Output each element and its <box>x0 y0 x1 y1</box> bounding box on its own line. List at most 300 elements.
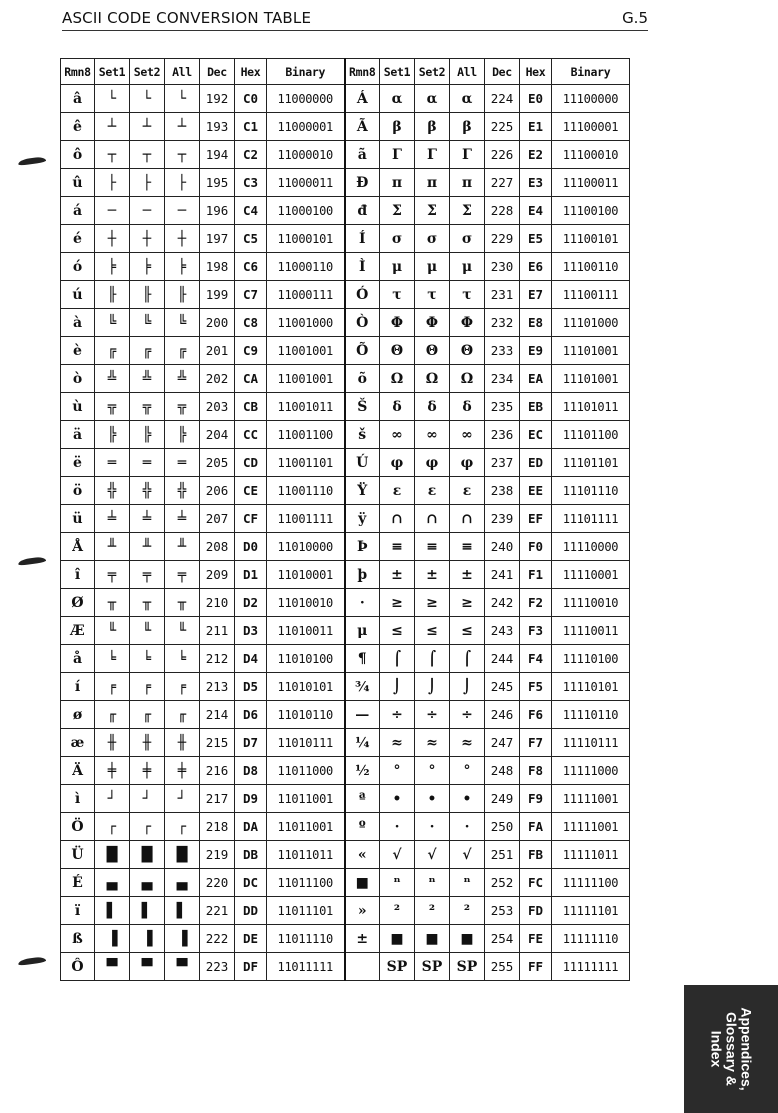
cell-rmn8: å <box>61 645 95 673</box>
cell-set2: ┌ <box>130 813 165 841</box>
binding-mark <box>18 156 47 166</box>
cell-binary: 11000110 <box>267 253 345 281</box>
table-row <box>61 449 630 477</box>
column-header-binary: Binary <box>267 59 345 85</box>
cell-set1: ≤ <box>380 617 415 645</box>
cell-all: ▄ <box>165 869 200 897</box>
cell-hex: CB <box>235 393 267 421</box>
cell-hex: EA <box>520 365 552 393</box>
cell-rmn8: Å <box>61 533 95 561</box>
cell-all: ┼ <box>165 225 200 253</box>
cell-set2: Φ <box>415 309 450 337</box>
cell-binary: 11101100 <box>552 421 630 449</box>
cell-hex: E4 <box>520 197 552 225</box>
cell-set1: ╘ <box>95 645 130 673</box>
cell-set2: Σ <box>415 197 450 225</box>
cell-binary: 11100000 <box>552 85 630 113</box>
cell-dec: 232 <box>485 309 520 337</box>
cell-dec: 216 <box>200 757 235 785</box>
cell-set1: ╞ <box>95 253 130 281</box>
cell-rmn8: º <box>345 813 380 841</box>
cell-dec: 231 <box>485 281 520 309</box>
cell-set2: ² <box>415 897 450 925</box>
cell-set1: ╤ <box>95 561 130 589</box>
cell-rmn8: ± <box>345 925 380 953</box>
cell-binary: 11100111 <box>552 281 630 309</box>
section-tab[interactable] <box>684 985 778 1113</box>
cell-all: ⁿ <box>450 869 485 897</box>
cell-binary: 11100010 <box>552 141 630 169</box>
cell-dec: 246 <box>485 701 520 729</box>
cell-set2: π <box>415 169 450 197</box>
cell-all: ┬ <box>165 141 200 169</box>
cell-binary: 11110101 <box>552 673 630 701</box>
cell-rmn8: ÿ <box>345 505 380 533</box>
cell-set2: ╒ <box>130 673 165 701</box>
cell-hex: D2 <box>235 589 267 617</box>
table-row <box>61 253 630 281</box>
cell-binary: 11011000 <box>267 757 345 785</box>
cell-dec: 224 <box>485 85 520 113</box>
cell-all: τ <box>450 281 485 309</box>
cell-set2: ╚ <box>130 309 165 337</box>
cell-dec: 202 <box>200 365 235 393</box>
cell-set1: ▌ <box>95 897 130 925</box>
cell-hex: F9 <box>520 785 552 813</box>
cell-all: ⌠ <box>450 645 485 673</box>
cell-set2: ≈ <box>415 729 450 757</box>
cell-rmn8: é <box>61 225 95 253</box>
cell-dec: 219 <box>200 841 235 869</box>
cell-all: · <box>450 813 485 841</box>
cell-set2: ╔ <box>130 337 165 365</box>
cell-dec: 223 <box>200 953 235 981</box>
cell-all: ╤ <box>165 561 200 589</box>
cell-rmn8: ■ <box>345 869 380 897</box>
table-row <box>61 617 630 645</box>
cell-set1: ═ <box>95 449 130 477</box>
cell-rmn8: Ô <box>61 953 95 981</box>
cell-binary: 11100001 <box>552 113 630 141</box>
cell-binary: 11111001 <box>552 785 630 813</box>
cell-dec: 235 <box>485 393 520 421</box>
cell-set1: ╦ <box>95 393 130 421</box>
cell-binary: 11111111 <box>552 953 630 981</box>
table-row <box>61 785 630 813</box>
cell-set1: └ <box>95 85 130 113</box>
cell-binary: 11110111 <box>552 729 630 757</box>
cell-dec: 203 <box>200 393 235 421</box>
cell-rmn8: Ó <box>345 281 380 309</box>
cell-all: SP <box>450 953 485 981</box>
column-header-all: All <box>450 59 485 85</box>
cell-set1: ≡ <box>380 533 415 561</box>
cell-all: ≡ <box>450 533 485 561</box>
cell-set1: ⌡ <box>380 673 415 701</box>
cell-rmn8: Ú <box>345 449 380 477</box>
cell-dec: 197 <box>200 225 235 253</box>
cell-binary: 11011101 <box>267 897 345 925</box>
cell-rmn8: š <box>345 421 380 449</box>
cell-set2: δ <box>415 393 450 421</box>
cell-binary: 11100100 <box>552 197 630 225</box>
cell-all: ■ <box>450 925 485 953</box>
cell-all: β <box>450 113 485 141</box>
cell-set1: ╓ <box>95 701 130 729</box>
cell-binary: 11101101 <box>552 449 630 477</box>
cell-rmn8: Ð <box>345 169 380 197</box>
cell-dec: 220 <box>200 869 235 897</box>
cell-hex: CA <box>235 365 267 393</box>
cell-rmn8 <box>345 953 380 981</box>
cell-binary: 11000100 <box>267 197 345 225</box>
cell-binary: 11001101 <box>267 449 345 477</box>
cell-binary: 11010100 <box>267 645 345 673</box>
cell-set1: ╧ <box>95 505 130 533</box>
cell-hex: F2 <box>520 589 552 617</box>
cell-all: α <box>450 85 485 113</box>
cell-set1: ⌠ <box>380 645 415 673</box>
cell-rmn8: É <box>61 869 95 897</box>
cell-set2: ≥ <box>415 589 450 617</box>
cell-hex: C8 <box>235 309 267 337</box>
cell-all: ∩ <box>450 505 485 533</box>
cell-all: ╙ <box>165 617 200 645</box>
cell-hex: C5 <box>235 225 267 253</box>
cell-dec: 244 <box>485 645 520 673</box>
cell-set1: φ <box>380 449 415 477</box>
cell-set1: ╠ <box>95 421 130 449</box>
cell-hex: EF <box>520 505 552 533</box>
table-row <box>61 337 630 365</box>
cell-set1: ∞ <box>380 421 415 449</box>
cell-rmn8: ò <box>61 365 95 393</box>
column-header-set1: Set1 <box>95 59 130 85</box>
cell-set1: ▀ <box>95 953 130 981</box>
cell-set2: └ <box>130 85 165 113</box>
cell-binary: 11000111 <box>267 281 345 309</box>
cell-set2: ─ <box>130 197 165 225</box>
cell-rmn8: · <box>345 589 380 617</box>
table-row <box>61 897 630 925</box>
cell-set2: ╞ <box>130 253 165 281</box>
table-row <box>61 365 630 393</box>
column-header-set2: Set2 <box>130 59 165 85</box>
cell-dec: 215 <box>200 729 235 757</box>
cell-set2: ▌ <box>130 897 165 925</box>
cell-all: √ <box>450 841 485 869</box>
cell-all: ╞ <box>165 253 200 281</box>
cell-hex: E3 <box>520 169 552 197</box>
cell-binary: 11010000 <box>267 533 345 561</box>
cell-dec: 251 <box>485 841 520 869</box>
cell-hex: FE <box>520 925 552 953</box>
cell-hex: E5 <box>520 225 552 253</box>
cell-binary: 11000000 <box>267 85 345 113</box>
cell-rmn8: ß <box>61 925 95 953</box>
cell-all: ╒ <box>165 673 200 701</box>
cell-binary: 11001000 <box>267 309 345 337</box>
cell-hex: F7 <box>520 729 552 757</box>
cell-binary: 11001011 <box>267 393 345 421</box>
cell-rmn8: Í <box>345 225 380 253</box>
cell-all: ± <box>450 561 485 589</box>
table-row <box>61 589 630 617</box>
cell-set2: · <box>415 813 450 841</box>
column-header-all: All <box>165 59 200 85</box>
table-row <box>61 813 630 841</box>
cell-set2: ▐ <box>130 925 165 953</box>
cell-hex: D0 <box>235 533 267 561</box>
cell-rmn8: æ <box>61 729 95 757</box>
cell-hex: F6 <box>520 701 552 729</box>
cell-rmn8: μ <box>345 617 380 645</box>
cell-set1: σ <box>380 225 415 253</box>
cell-rmn8: Ü <box>61 841 95 869</box>
cell-set2: ⌠ <box>415 645 450 673</box>
cell-dec: 254 <box>485 925 520 953</box>
cell-rmn8: Ö <box>61 813 95 841</box>
table-row <box>61 421 630 449</box>
cell-set1: Φ <box>380 309 415 337</box>
cell-set1: μ <box>380 253 415 281</box>
table-row <box>61 197 630 225</box>
cell-dec: 210 <box>200 589 235 617</box>
cell-set1: ± <box>380 561 415 589</box>
cell-set2: ╘ <box>130 645 165 673</box>
cell-binary: 11011011 <box>267 841 345 869</box>
table-row <box>61 869 630 897</box>
cell-hex: ED <box>520 449 552 477</box>
cell-all: Θ <box>450 337 485 365</box>
cell-set2: Ω <box>415 365 450 393</box>
cell-set1: ■ <box>380 925 415 953</box>
cell-binary: 11101001 <box>552 337 630 365</box>
cell-rmn8: Æ <box>61 617 95 645</box>
cell-rmn8: Š <box>345 393 380 421</box>
cell-binary: 11001001 <box>267 365 345 393</box>
cell-set2: ≡ <box>415 533 450 561</box>
cell-set1: ├ <box>95 169 130 197</box>
cell-set2: ╨ <box>130 533 165 561</box>
cell-hex: C1 <box>235 113 267 141</box>
cell-set1: δ <box>380 393 415 421</box>
cell-set2: ▀ <box>130 953 165 981</box>
cell-all: ╨ <box>165 533 200 561</box>
cell-rmn8: Þ <box>345 533 380 561</box>
cell-binary: 11111100 <box>552 869 630 897</box>
cell-rmn8: õ <box>345 365 380 393</box>
cell-all: φ <box>450 449 485 477</box>
cell-rmn8: ú <box>61 281 95 309</box>
cell-set2: ═ <box>130 449 165 477</box>
cell-all: ╩ <box>165 365 200 393</box>
cell-dec: 238 <box>485 477 520 505</box>
cell-binary: 11000001 <box>267 113 345 141</box>
cell-rmn8: Ø <box>61 589 95 617</box>
cell-all: ⌡ <box>450 673 485 701</box>
cell-set1: α <box>380 85 415 113</box>
cell-rmn8: Õ <box>345 337 380 365</box>
cell-all: ≤ <box>450 617 485 645</box>
cell-hex: F3 <box>520 617 552 645</box>
cell-set2: φ <box>415 449 450 477</box>
cell-rmn8: Ä <box>61 757 95 785</box>
cell-hex: F5 <box>520 673 552 701</box>
cell-set2: √ <box>415 841 450 869</box>
cell-all: ─ <box>165 197 200 225</box>
cell-dec: 248 <box>485 757 520 785</box>
cell-dec: 239 <box>485 505 520 533</box>
cell-dec: 247 <box>485 729 520 757</box>
cell-all: ╔ <box>165 337 200 365</box>
cell-set2: ≤ <box>415 617 450 645</box>
cell-binary: 11001111 <box>267 505 345 533</box>
cell-set1: ╟ <box>95 281 130 309</box>
cell-hex: D1 <box>235 561 267 589</box>
cell-set1: ╪ <box>95 757 130 785</box>
cell-hex: DB <box>235 841 267 869</box>
cell-all: ╧ <box>165 505 200 533</box>
section-tab-label: Appendices, Glossary & Index <box>708 1007 755 1091</box>
cell-set2: ± <box>415 561 450 589</box>
cell-rmn8: ï <box>61 897 95 925</box>
cell-set1: ╒ <box>95 673 130 701</box>
cell-hex: D5 <box>235 673 267 701</box>
cell-rmn8: í <box>61 673 95 701</box>
cell-all: █ <box>165 841 200 869</box>
table-row <box>61 533 630 561</box>
cell-binary: 11100110 <box>552 253 630 281</box>
cell-dec: 214 <box>200 701 235 729</box>
cell-hex: E2 <box>520 141 552 169</box>
page-header <box>62 8 648 31</box>
table-row <box>61 561 630 589</box>
cell-all: Φ <box>450 309 485 337</box>
cell-hex: C2 <box>235 141 267 169</box>
cell-rmn8: þ <box>345 561 380 589</box>
cell-binary: 11010011 <box>267 617 345 645</box>
cell-dec: 242 <box>485 589 520 617</box>
cell-hex: E9 <box>520 337 552 365</box>
cell-hex: CD <box>235 449 267 477</box>
cell-hex: D4 <box>235 645 267 673</box>
table-row <box>61 141 630 169</box>
cell-binary: 11011001 <box>267 785 345 813</box>
cell-rmn8: » <box>345 897 380 925</box>
cell-rmn8: « <box>345 841 380 869</box>
cell-hex: E0 <box>520 85 552 113</box>
cell-all: ┴ <box>165 113 200 141</box>
cell-set1: β <box>380 113 415 141</box>
cell-dec: 252 <box>485 869 520 897</box>
cell-binary: 11110011 <box>552 617 630 645</box>
cell-set2: ■ <box>415 925 450 953</box>
cell-dec: 236 <box>485 421 520 449</box>
column-header-rmn8: Rmn8 <box>345 59 380 85</box>
cell-set2: • <box>415 785 450 813</box>
table-row <box>61 169 630 197</box>
cell-set2: ╪ <box>130 757 165 785</box>
cell-set1: ╚ <box>95 309 130 337</box>
cell-hex: F1 <box>520 561 552 589</box>
cell-dec: 206 <box>200 477 235 505</box>
cell-set1: · <box>380 813 415 841</box>
cell-rmn8: ã <box>345 141 380 169</box>
cell-binary: 11001110 <box>267 477 345 505</box>
cell-set1: Ω <box>380 365 415 393</box>
cell-dec: 212 <box>200 645 235 673</box>
cell-rmn8: ê <box>61 113 95 141</box>
cell-all: ▀ <box>165 953 200 981</box>
cell-rmn8: ½ <box>345 757 380 785</box>
cell-dec: 205 <box>200 449 235 477</box>
cell-hex: DE <box>235 925 267 953</box>
cell-rmn8: ü <box>61 505 95 533</box>
cell-set2: α <box>415 85 450 113</box>
cell-set2: ┬ <box>130 141 165 169</box>
cell-set1: ─ <box>95 197 130 225</box>
cell-binary: 11000010 <box>267 141 345 169</box>
cell-all: Γ <box>450 141 485 169</box>
cell-rmn8: ä <box>61 421 95 449</box>
cell-rmn8: ì <box>61 785 95 813</box>
cell-binary: 11100011 <box>552 169 630 197</box>
cell-binary: 11010110 <box>267 701 345 729</box>
cell-all: ∞ <box>450 421 485 449</box>
column-header-hex: Hex <box>520 59 552 85</box>
cell-all: δ <box>450 393 485 421</box>
cell-hex: CF <box>235 505 267 533</box>
cell-binary: 11001001 <box>267 337 345 365</box>
cell-dec: 207 <box>200 505 235 533</box>
cell-set2: ┼ <box>130 225 165 253</box>
cell-binary: 11101111 <box>552 505 630 533</box>
cell-set2: SP <box>415 953 450 981</box>
cell-binary: 11010001 <box>267 561 345 589</box>
cell-all: └ <box>165 85 200 113</box>
cell-binary: 11011100 <box>267 869 345 897</box>
cell-rmn8: è <box>61 337 95 365</box>
table-row <box>61 393 630 421</box>
cell-all: ═ <box>165 449 200 477</box>
cell-dec: 222 <box>200 925 235 953</box>
cell-rmn8: Á <box>345 85 380 113</box>
cell-set1: ⁿ <box>380 869 415 897</box>
cell-set2: ╫ <box>130 729 165 757</box>
cell-dec: 198 <box>200 253 235 281</box>
cell-dec: 225 <box>485 113 520 141</box>
cell-binary: 11001100 <box>267 421 345 449</box>
cell-set1: ≥ <box>380 589 415 617</box>
cell-rmn8: â <box>61 85 95 113</box>
cell-set2: ╙ <box>130 617 165 645</box>
table-row <box>61 85 630 113</box>
cell-set1: ┘ <box>95 785 130 813</box>
cell-set1: ╩ <box>95 365 130 393</box>
cell-set1: ╫ <box>95 729 130 757</box>
column-header-dec: Dec <box>485 59 520 85</box>
table-row <box>61 505 630 533</box>
cell-dec: 200 <box>200 309 235 337</box>
cell-set1: ╬ <box>95 477 130 505</box>
cell-set2: ╠ <box>130 421 165 449</box>
cell-set2: ⌡ <box>415 673 450 701</box>
cell-hex: D3 <box>235 617 267 645</box>
cell-dec: 250 <box>485 813 520 841</box>
cell-rmn8: ë <box>61 449 95 477</box>
column-header-binary: Binary <box>552 59 630 85</box>
